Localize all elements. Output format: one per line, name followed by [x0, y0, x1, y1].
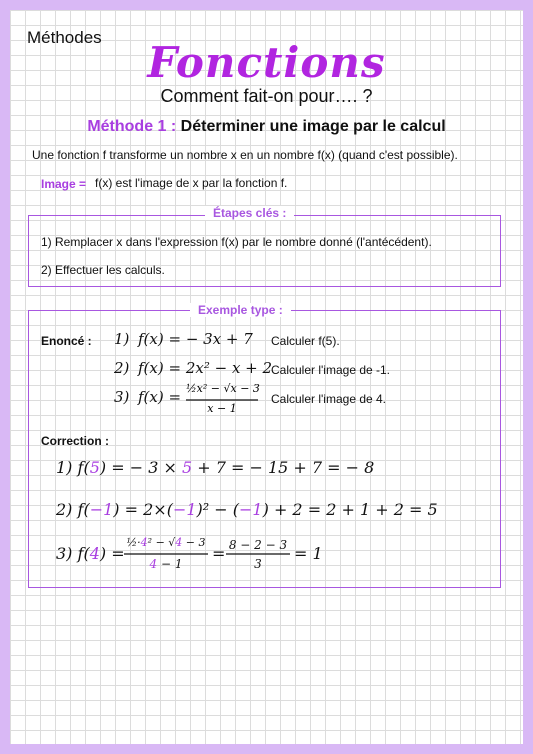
solution-2-value: −1 — [239, 500, 263, 519]
step-1: 1) Remplacer x dans l'expression f(x) par le nombre donné (l'antécédent). — [41, 235, 432, 249]
solution-3-number: 3) — [56, 544, 73, 563]
solution-3-equals: = — [212, 544, 226, 563]
definition-text: f(x) est l'image de x par la fonction f. — [95, 176, 288, 190]
solution-3-fraction2-denominator: 3 — [254, 557, 262, 571]
solution-3-value: 4 — [89, 544, 100, 563]
solution-3-part: f( — [77, 544, 90, 563]
frac-value: 4 — [140, 536, 148, 549]
problem-3-denominator: x − 1 — [207, 402, 237, 415]
page-title: Fonctions — [147, 38, 386, 87]
solution-3-lhs — [56, 544, 125, 563]
solution-2-value: −1 — [89, 500, 114, 519]
solution-3-part: ) = — [99, 544, 125, 563]
solution-1-number: 1) — [56, 458, 73, 477]
key-steps-title: Étapes clés : — [205, 206, 294, 220]
intro-text: Une fonction f transforme un nombre x en un nombre f(x) (quand c'est possible). — [32, 148, 458, 162]
example-title: Exemple type : — [190, 303, 291, 317]
problem-3-numerator: ½x² − √x − 3 — [186, 382, 260, 395]
problem-3-expression: f(x) = — [138, 388, 182, 406]
frac-part: ² − √ — [147, 536, 176, 549]
solution-2-part: ) = 2×( — [113, 500, 173, 519]
solution-1-part: f( — [77, 458, 90, 477]
problem-1-number: 1) — [114, 330, 130, 348]
solution-3-fraction1-bar — [124, 553, 208, 555]
category-label: Méthodes — [27, 28, 102, 47]
solution-3-fraction2-bar — [226, 553, 290, 555]
solution-1-part: + 7 = − 15 + 7 = − 8 — [192, 458, 375, 477]
solution-2-part: ) + 2 = 2 + 1 + 2 = 5 — [262, 500, 438, 519]
worksheet-page — [10, 10, 523, 744]
problem-2-task: Calculer l'image de -1. — [271, 363, 391, 377]
solution-3-fraction1-numerator — [124, 536, 208, 549]
frac-value: 4 — [149, 557, 158, 571]
solution-2-part: f( — [77, 500, 90, 519]
solution-1 — [56, 458, 374, 477]
correction-label: Correction : — [41, 434, 110, 448]
solution-2-part: )² − ( — [196, 500, 240, 519]
problem-3-fraction-bar — [186, 399, 258, 401]
solution-2 — [56, 500, 438, 519]
frac-part: ½· — [126, 536, 141, 549]
step-2: 2) Effectuer les calculs. — [41, 263, 165, 277]
problem-2-expression: f(x) = 2x² − x + 2 — [138, 359, 273, 377]
frac-part: − 1 — [157, 557, 183, 571]
problem-1-expression: f(x) = − 3x + 7 — [138, 330, 253, 348]
solution-2-number: 2) — [56, 500, 73, 519]
page-subtitle: Comment fait-on pour…. ? — [160, 86, 373, 106]
problem-2-number: 2) — [114, 359, 130, 377]
solution-3-result: = 1 — [294, 544, 323, 563]
problem-3-number: 3) — [114, 388, 130, 406]
frac-value: 4 — [175, 536, 183, 549]
solution-3-fraction2-numerator: 8 − 2 − 3 — [228, 538, 288, 552]
solution-1-value: 5 — [89, 458, 100, 477]
enonce-label: Enoncé : — [41, 334, 92, 348]
frac-part: − 3 — [182, 536, 206, 549]
definition-label: Image = — [41, 177, 87, 191]
method-number: Méthode 1 : — [87, 118, 177, 135]
solution-1-value: 5 — [181, 458, 193, 477]
method-name: Déterminer une image par le calcul — [180, 118, 446, 135]
solution-3-fraction1-denominator — [124, 557, 208, 571]
method-heading — [10, 118, 523, 136]
solution-2-value: −1 — [172, 500, 197, 519]
problem-3-task: Calculer l'image de 4. — [271, 392, 387, 406]
solution-1-part: ) = − 3 × — [99, 458, 182, 477]
problem-1-task: Calculer f(5). — [271, 334, 340, 348]
